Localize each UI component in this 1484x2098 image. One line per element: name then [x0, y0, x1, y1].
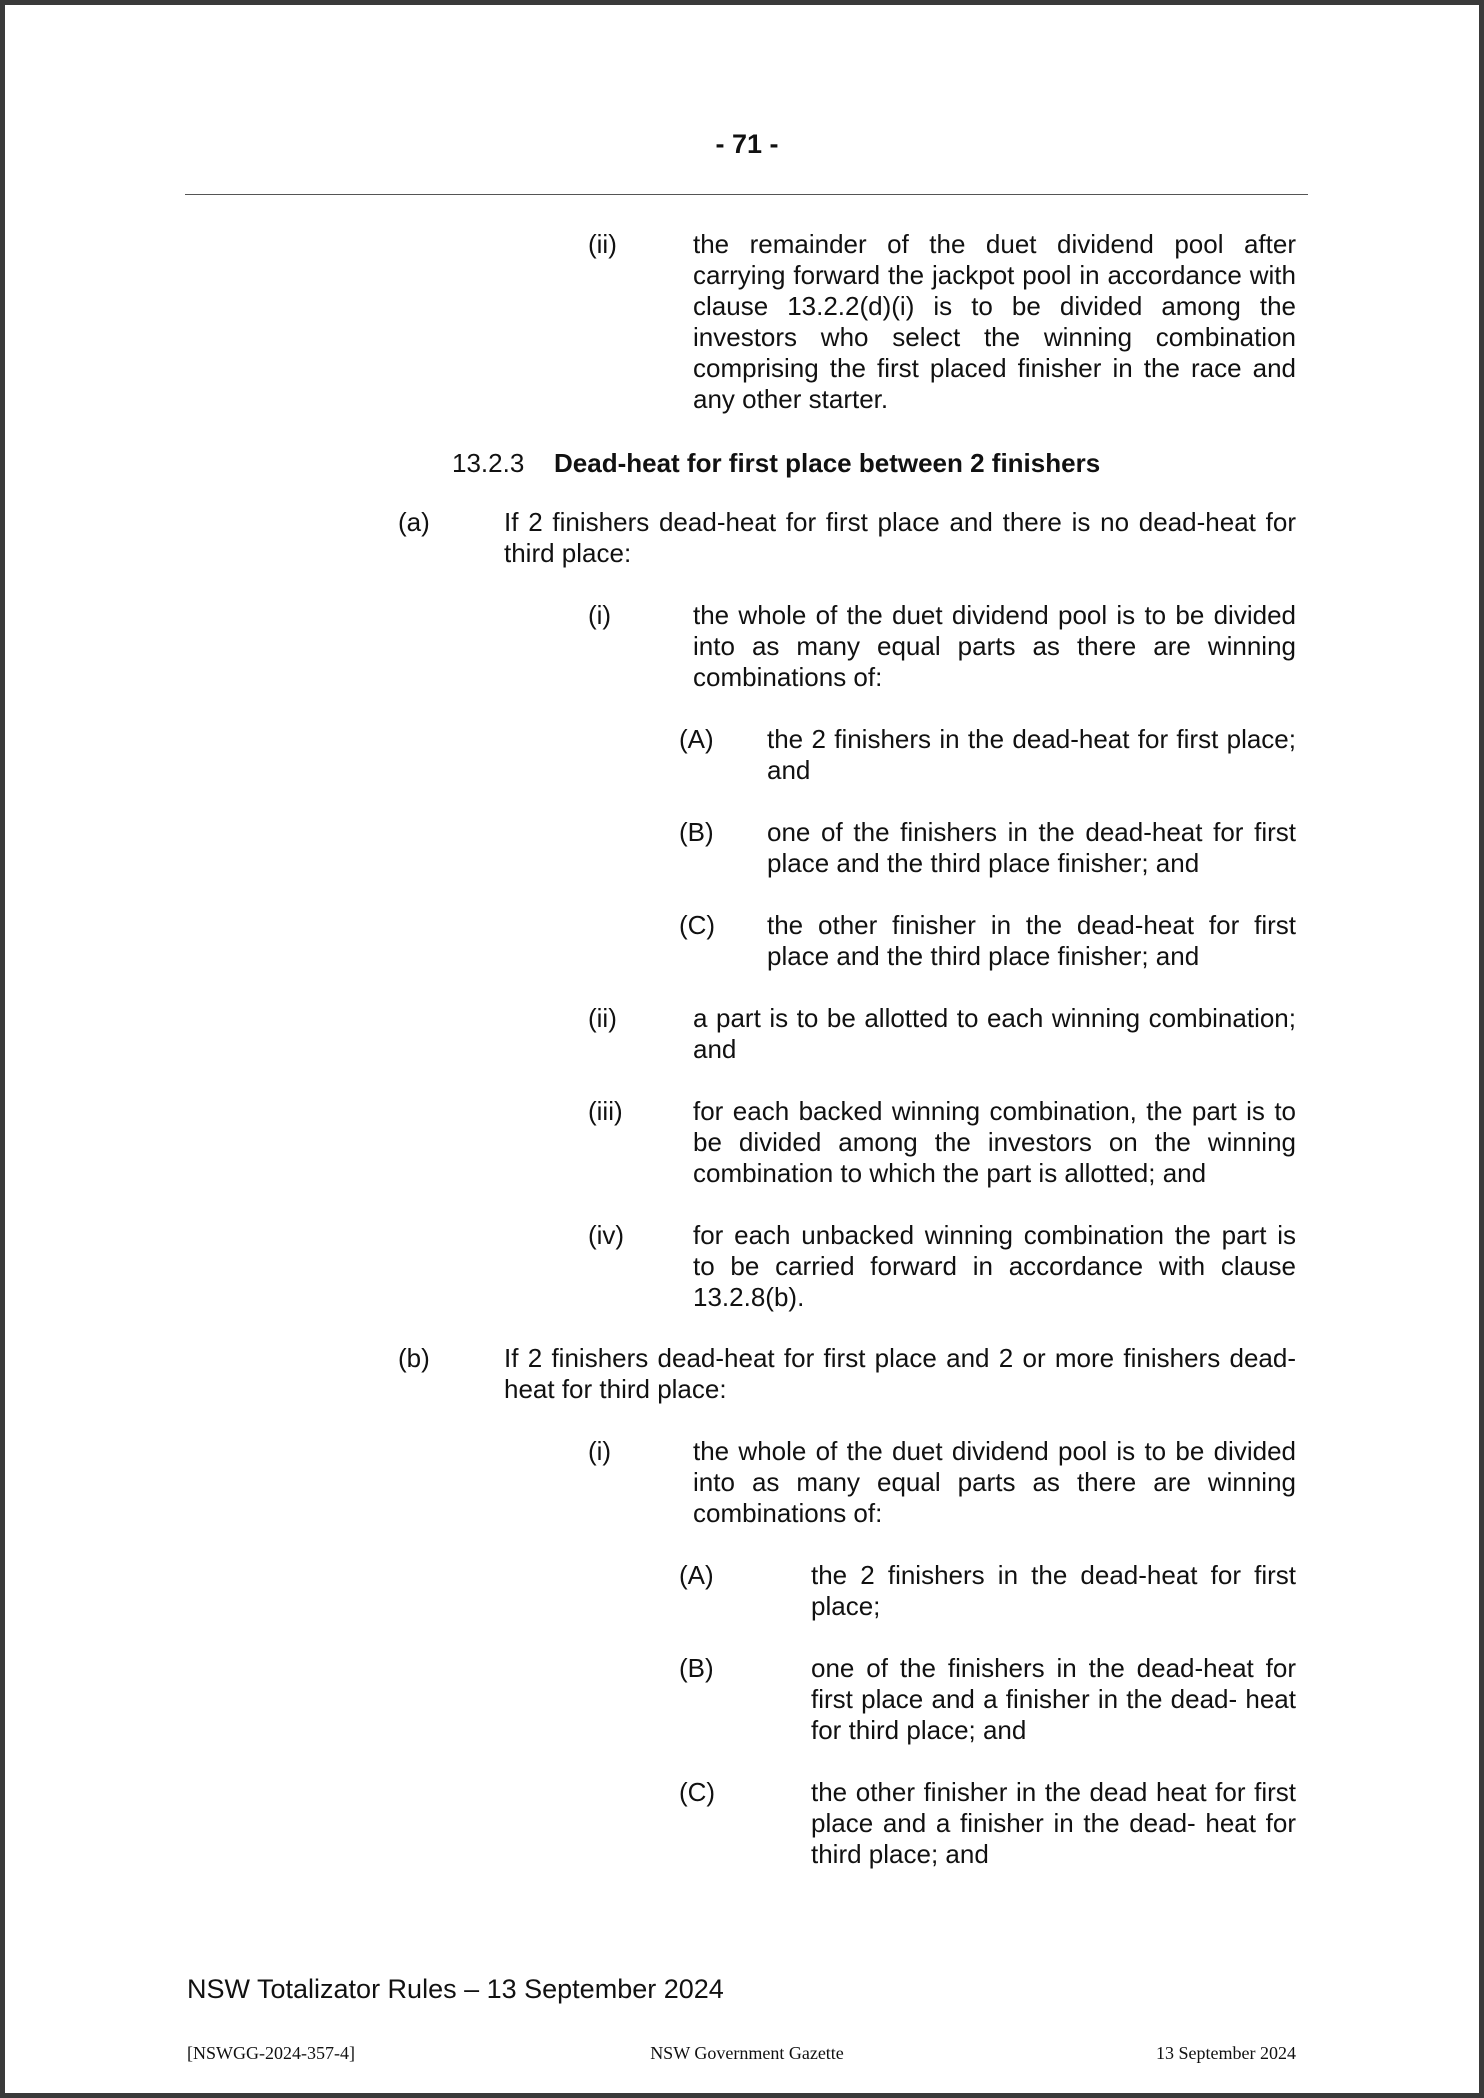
subparagraph-text: for each backed winning combination, the part is to be divided among the investors on the winning combination to which the part is allotted; and [693, 1096, 1296, 1188]
footer-date: 13 September 2024 [1156, 2043, 1296, 2063]
paragraph-a-iv [588, 1220, 1296, 1313]
item-text: one of the finishers in the dead-heat for first place and the third place finisher; and [767, 817, 1296, 878]
section-number: 13.2.3 [452, 448, 525, 478]
paragraph-a [398, 507, 1296, 569]
section-title: Dead-heat for first place between 2 finishers [554, 448, 1101, 478]
item-label: (B) [679, 1653, 714, 1683]
paragraph-b-i-C [679, 1777, 1296, 1870]
item-label: (A) [679, 1560, 714, 1590]
item-text: the other finisher in the dead-heat for first place and the third place finisher; and [767, 910, 1296, 971]
item-text: the other finisher in the dead heat for first place and a finisher in the dead- heat for third place; and [811, 1777, 1296, 1869]
footer-publication-name: NSW Government Gazette [650, 2043, 844, 2063]
paragraph-a-i-C [679, 910, 1296, 972]
item-label: (C) [679, 910, 716, 940]
page-number: - 71 - [715, 129, 779, 159]
footer-gazette-reference: [NSWGG-2024-357-4] [187, 2043, 355, 2063]
subparagraph-text: the whole of the duet dividend pool is to be divided into as many equal parts as there are winning combinations of: [693, 1436, 1296, 1528]
paragraph-b-i-A [679, 1560, 1296, 1622]
paragraph-a-i [588, 600, 1296, 693]
item-label: (C) [679, 1777, 716, 1807]
subparagraph-label: (i) [588, 1436, 612, 1466]
paragraph-a-i-A [679, 724, 1296, 786]
paragraph-a-iii [588, 1096, 1296, 1189]
subparagraph-label: (i) [588, 600, 612, 630]
paragraph-label: (a) [398, 507, 430, 537]
paragraph-label: (b) [398, 1343, 430, 1373]
item-text: the 2 finishers in the dead-heat for first place; [811, 1560, 1296, 1621]
item-label: (B) [679, 817, 714, 847]
subparagraph-text: for each unbacked winning combination the part is to be carried forward in accordance with clause 13.2.8(b). [693, 1220, 1296, 1312]
item-text: one of the finishers in the dead-heat for first place and a finisher in the dead- heat for third place; and [811, 1653, 1296, 1745]
paragraph-a-ii [588, 1003, 1296, 1065]
clause-label: (ii) [588, 229, 617, 259]
paragraph-a-i-B [679, 817, 1296, 879]
item-text: the 2 finishers in the dead-heat for first place; and [767, 724, 1296, 785]
subparagraph-text: the whole of the duet dividend pool is to be divided into as many equal parts as there are winning combinations of: [693, 600, 1296, 692]
subparagraph-label: (iv) [588, 1220, 625, 1250]
footer-document-title: NSW Totalizator Rules – 13 September 2024 [187, 1974, 724, 2004]
section-heading [452, 448, 1100, 479]
subparagraph-label: (iii) [588, 1096, 623, 1126]
clause-text: the remainder of the duet dividend pool after carrying forward the jackpot pool in accordance with clause 13.2.2(d)(i) is to be divided among the investors who select the winning combination comprising the first placed finisher in the race and any other starter. [693, 229, 1296, 414]
paragraph-b [398, 1343, 1296, 1405]
paragraph-b-i-B [679, 1653, 1296, 1746]
subparagraph-label: (ii) [588, 1003, 617, 1033]
paragraph-text: If 2 finishers dead-heat for first place and 2 or more finishers dead-heat for third place: [504, 1343, 1296, 1404]
header-rule [185, 194, 1308, 195]
paragraph-text: If 2 finishers dead-heat for first place and there is no dead-heat for third place: [504, 507, 1296, 568]
clause-13-2-2-d-ii [588, 229, 1296, 415]
subparagraph-text: a part is to be allotted to each winning combination; and [693, 1003, 1296, 1064]
paragraph-b-i [588, 1436, 1296, 1529]
item-label: (A) [679, 724, 714, 754]
